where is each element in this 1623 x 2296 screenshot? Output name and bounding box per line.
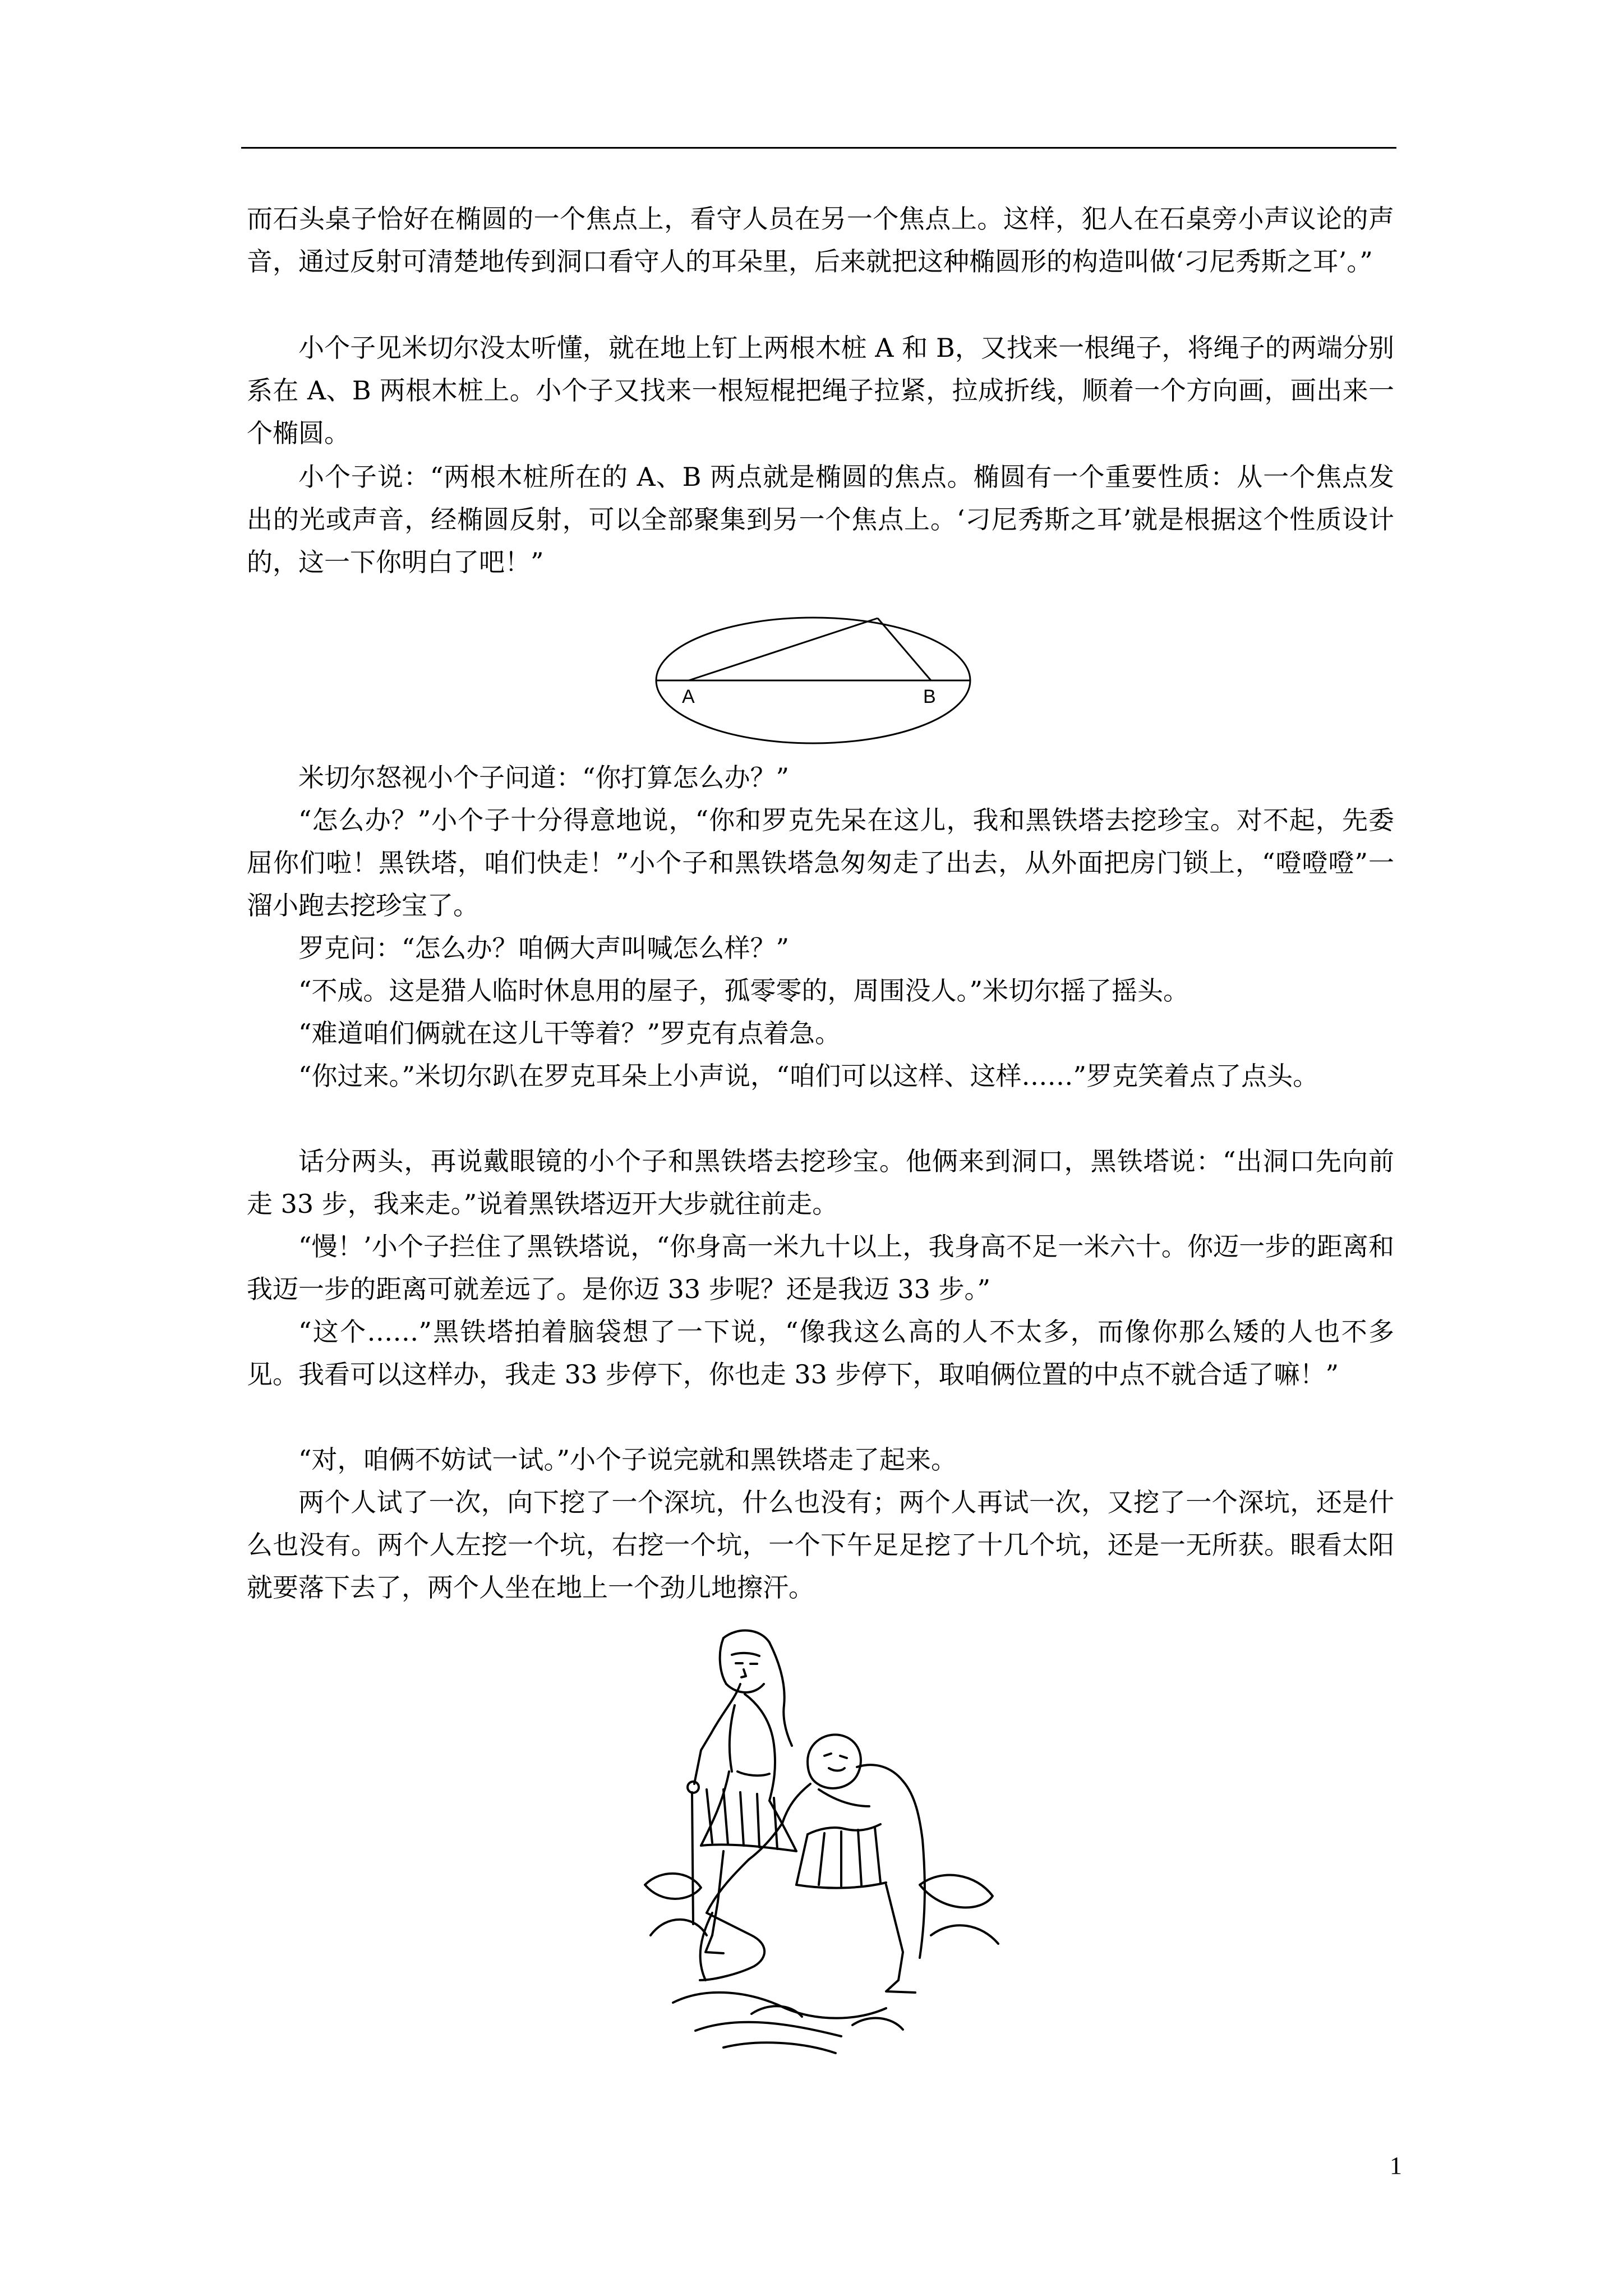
ellipse-figure — [651, 605, 976, 756]
digging-illustration — [639, 1621, 1004, 2070]
paragraph-5: “怎么办？”小个子十分得意地说，“你和罗克先呆在这儿，我和黑铁塔去挖珍宝。对不起，先委屈你们啦！黑铁塔，咱们快走！”小个子和黑铁塔急匆匆走了出去，从外面把房门锁上，“噔噔噔”一溜小跑去挖珍宝了。 — [247, 805, 1394, 921]
paragraph-10: 话分两头，再说戴眼镜的小个子和黑铁塔去挖珍宝。他俩来到洞口，黑铁塔说：“出洞口先向前走 33 步，我来走。”说着黑铁塔迈开大步就往前走。 — [247, 1146, 1394, 1219]
focus-a-label: A — [682, 686, 695, 707]
paragraph-8: “难道咱们俩就在这儿干等着？”罗克有点着急。 — [298, 1018, 841, 1048]
rocks-ground — [645, 1874, 998, 2053]
paragraph-2: 小个子见米切尔没太听懂，就在地上钉上两根木桩 A 和 B，又找来一根绳子，将绳子的两端分别系在 A、B 两根木桩上。小个子又找来一根短棍把绳子拉紧，拉成折线，顺着一个方向画，画出来一个椭圆。 — [247, 333, 1394, 448]
focus-b-label: B — [923, 686, 936, 707]
tall-man-figure — [688, 1631, 796, 1953]
paragraph-4: 米切尔怒视小个子问道：“你打算怎么办？” — [298, 762, 790, 793]
paragraph-9: “你过来。”米切尔趴在罗克耳朵上小声说，“咱们可以这样、这样……”罗克笑着点了点头。 — [298, 1061, 1319, 1091]
paragraph-6: 罗克问：“怎么办？咱俩大声叫喊怎么样？” — [298, 933, 790, 963]
bald-man-figure — [700, 1734, 925, 1993]
paragraph-3: 小个子说：“两根木桩所在的 A、B 两点就是椭圆的焦点。椭圆有一个重要性质：从一个焦点发出的光或声音，经椭圆反射，可以全部聚集到另一个焦点上。‘刁尼秀斯之耳’就是根据这个性质设计的，这一下你明白了吧！” — [247, 462, 1394, 577]
paragraph-1: 而石头桌子恰好在椭圆的一个焦点上，看守人员在另一个焦点上。这样，犯人在石桌旁小声议论的声音，通过反射可清楚地传到洞口看守人的耳朵里，后来就把这种椭圆形的构造叫做‘刁尼秀斯之耳’。” — [247, 204, 1394, 277]
paragraph-11: “慢！’小个子拦住了黑铁塔说，“你身高一米九十以上，我身高不足一米六十。你迈一步的距离和我迈一步的距离可就差远了。是你迈 33 步呢？还是我迈 33 步。” — [247, 1231, 1394, 1304]
paragraph-14: 两个人试了一次，向下挖了一个深坑，什么也没有；两个人再试一次，又挖了一个深坑，还是什么也没有。两个人左挖一个坑，右挖一个坑，一个下午足足挖了十几个坑，还是一无所获。眼看太阳就要落下去了，两个人坐在地上一个劲儿地擦汗。 — [247, 1487, 1394, 1603]
paragraph-7: “不成。这是猎人临时休息用的屋子，孤零零的，周围没人。”米切尔摇了摇头。 — [298, 976, 1189, 1006]
header-rule — [241, 147, 1396, 149]
string-segment-a — [689, 618, 878, 680]
paragraph-13: “对，咱俩不妨试一试。”小个子说完就和黑铁塔走了起来。 — [298, 1444, 957, 1475]
paragraph-12: “这个……”黑铁塔拍着脑袋想了一下说，“像我这么高的人不太多，而像你那么矮的人也不多见。我看可以这样办，我走 33 步停下，你也走 33 步停下，取咱俩位置的中点不就合适了嘛！” — [247, 1317, 1394, 1389]
page-number: 1 — [1390, 2152, 1402, 2179]
string-segment-b — [878, 618, 931, 680]
